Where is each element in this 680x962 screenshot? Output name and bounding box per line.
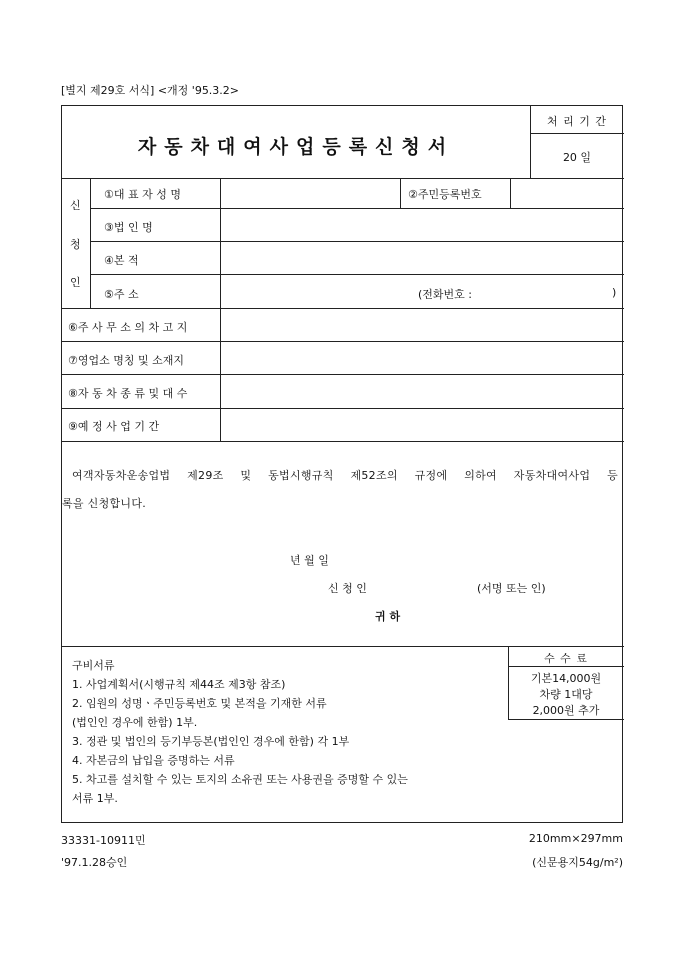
required-documents [72,656,408,808]
document-item: 4. 자본금의 납입을 증명하는 서류 [72,754,235,767]
approval-date: '97.1.28승인 [61,856,128,869]
fee-base: 기본14,000원 [530,672,602,685]
document-item: 1. 사업계획서(시행규칙 제44조 제3항 참조) [72,678,286,691]
resident-number-label: ②주민등록번호 [408,188,482,201]
addressee: 귀 하 [375,610,401,623]
vehicles-label: ⑧자 동 차 종 류 및 대 수 [68,387,188,400]
signature-hint: (서명 또는 인) [477,582,546,595]
applicant-label-1: 신 [70,199,81,212]
period-label: ⑨예 정 사 업 기 간 [68,420,160,433]
corporation-name-label: ③법 인 명 [104,221,153,234]
branch-label: ⑦영업소 명칭 및 소재지 [68,354,184,367]
phone-label: (전화번호 : [418,288,472,301]
applicant-label-2: 청 [70,238,81,251]
document-item: 5. 차고를 설치할 수 있는 토지의 소유권 또는 사용권을 증명할 수 있는 [72,773,408,786]
statement-line-1: 여객자동차운송업법 제29조 및 동법시행규칙 제52조의 규정에 의하여 자동차대여사업 등 [72,469,618,482]
fee-per-vehicle: 차량 1대당 [539,688,593,701]
applicant-label-3: 인 [70,276,81,289]
application-form [61,105,623,823]
statement-line-2: 록을 신청합니다. [62,497,147,510]
processing-period-value: 20 일 [562,151,592,164]
date-line: 년 월 일 [290,554,329,567]
paper-size: 210mm×297mm [528,832,623,845]
document-item: (법인인 경우에 한함) 1부. [72,716,198,729]
document-item: 서류 1부. [72,792,118,805]
document-item: 2. 임원의 성명ㆍ주민등록번호 및 본적을 기재한 서류 [72,697,327,710]
documents-heading: 구비서류 [72,659,115,672]
garage-label: ⑥주 사 무 소 의 차 고 지 [68,321,188,334]
statement [62,462,618,518]
fee-additional: 2,000원 추가 [532,704,600,717]
fee-label: 수 수 료 [544,652,588,665]
document-item: 3. 정관 및 법인의 등기부등본(법인인 경우에 한함) 각 1부 [72,735,350,748]
applicant-signature-label: 신 청 인 [328,582,367,595]
address-label: ⑤주 소 [104,288,139,301]
processing-period-label: 처 리 기 간 [547,115,607,128]
representative-name-label: ①대 표 자 성 명 [104,188,181,201]
form-reference: [별지 제29호 서식] <개정 '95.3.2> [61,84,240,97]
paper-type: (신문용지54g/m²) [532,856,623,869]
phone-close: ) [612,286,617,299]
domicile-label: ④본 적 [104,254,139,267]
form-code: 33331-10911민 [61,834,146,847]
form-title: 자동차대여사업등록신청서 [137,136,455,158]
